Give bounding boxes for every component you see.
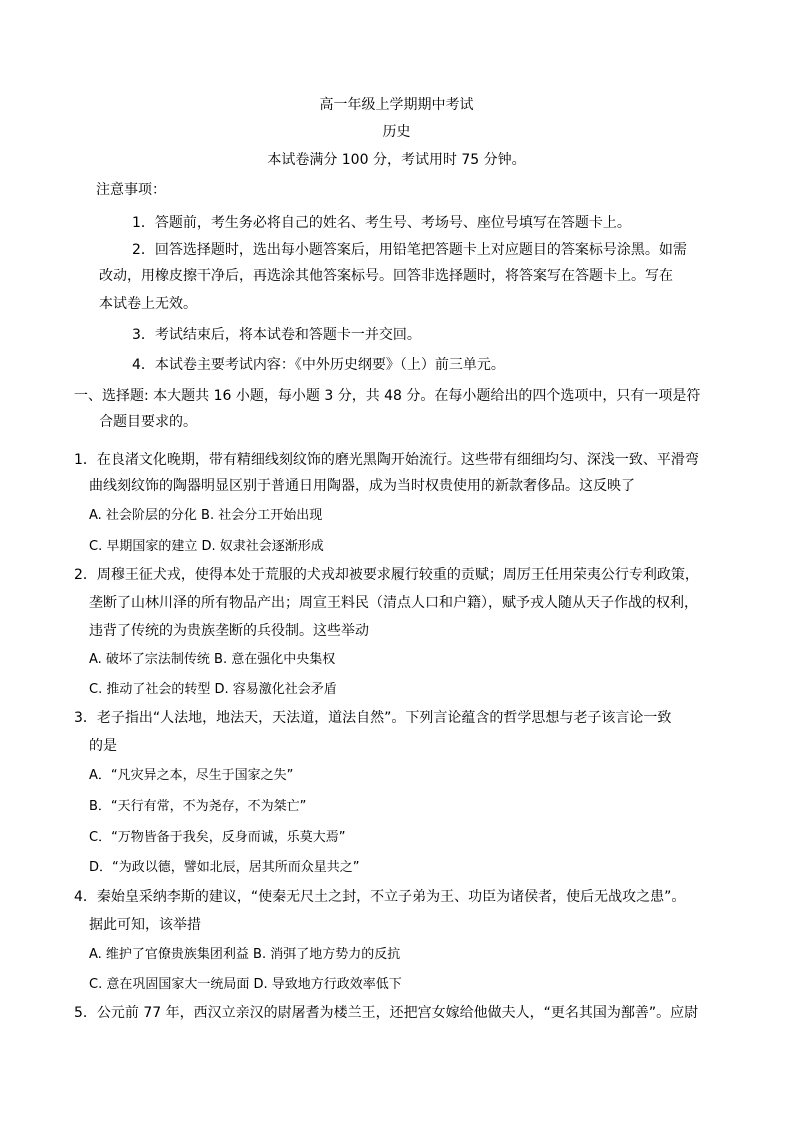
question-3-option-c: C．“万物皆备于我矣，反身而诚，乐莫大焉”	[89, 830, 346, 845]
question-3-line-2: 的是	[89, 738, 117, 754]
section-heading-line-1: 一、选择题: 本大题共 16 小题，每小题 3 分，共 48 分。在每小题给出的四个选项中，只有一项是符	[74, 388, 701, 404]
question-3-option-b: B．“天行有常，不为尧存，不为桀亡”	[89, 799, 307, 814]
question-3-option-a: A．“凡灾异之本，尽生于国家之失”	[89, 768, 294, 783]
section-heading-line-2: 合题目要求的。	[99, 414, 197, 430]
question-2-line-3: 违背了传统的为贵族垄断的兵役制。这些举动	[89, 623, 369, 639]
note-2-line-1: 2．回答选择题时，选出每小题答案后，用铅笔把答题卡上对应题目的答案标号涂黑。如需	[132, 242, 687, 258]
question-1-options-cd: C. 早期国家的建立 D. 奴隶社会逐渐形成	[89, 539, 324, 554]
question-3-line-1: 3．老子指出“人法地，地法天，天法道，道法自然”。下列言论蕴含的哲学思想与老子该言论一致	[74, 710, 672, 726]
question-2-line-2: 垄断了山林川泽的所有物品产出；周宣王料民（清点人口和户籍），赋予戎人随从天子作战的权利，	[89, 595, 698, 611]
question-5-line-1: 5．公元前 77 年，西汉立亲汉的尉屠耆为楼兰王，还把宫女嫁给他做夫人，“更名其国为鄯善”。应尉	[74, 1005, 699, 1021]
question-4-options-cd: C. 意在巩固国家大一统局面 D. 导致地方行政效率低下	[89, 977, 402, 992]
question-1-line-1: 1．在良渚文化晚期，带有精细线刻纹饰的磨光黑陶开始流行。这些带有细细均匀、深浅一致、平滑弯	[74, 452, 699, 468]
note-3: 3．考试结束后，将本试卷和答题卡一并交回。	[132, 327, 421, 343]
question-3-option-d: D．“为政以德，譬如北辰，居其所而众星共之”	[89, 860, 360, 875]
note-2-line-2: 改动，用橡皮擦干净后，再选涂其他答案标号。回答非选择题时，将答案写在答题卡上。写在	[99, 268, 673, 284]
question-1-line-2: 曲线刻纹饰的陶器明显区别于普通日用陶器，成为当时权贵使用的新款奢侈品。这反映了	[89, 478, 635, 494]
notes-heading: 注意事项：	[96, 182, 166, 198]
question-1-options-ab: A. 社会阶层的分化 B. 社会分工开始出现	[89, 508, 323, 523]
note-4: 4．本试卷主要考试内容：《中外历史纲要》（上）前三单元。	[132, 357, 505, 373]
exam-info: 本试卷满分 100 分，考试用时 75 分钟。	[267, 152, 526, 168]
question-2-line-1: 2．周穆王征犬戎，使得本处于荒服的犬戎却被要求履行较重的贡赋；周厉王任用荣夷公行专利政策，	[74, 567, 699, 583]
note-1: 1．答题前，考生务必将自己的姓名、考生号、考场号、座位号填写在答题卡上。	[132, 215, 631, 231]
note-2-line-3: 本试卷上无效。	[99, 296, 197, 312]
exam-subject: 历史	[382, 124, 411, 140]
question-2-options-ab: A. 破坏了宗法制传统 B. 意在强化中央集权	[89, 652, 336, 667]
question-4-line-1: 4．秦始皇采纳李斯的建议，“使秦无尺土之封，不立子弟为王、功臣为诸侯者，使后无战攻之患”。	[74, 889, 686, 905]
question-4-line-2: 据此可知，该举措	[89, 917, 201, 933]
question-4-options-ab: A. 维护了官僚贵族集团利益 B. 消弭了地方势力的反抗	[89, 947, 401, 962]
exam-title: 高一年级上学期期中考试	[319, 97, 474, 113]
question-2-options-cd: C. 推动了社会的转型 D. 容易激化社会矛盾	[89, 682, 337, 697]
